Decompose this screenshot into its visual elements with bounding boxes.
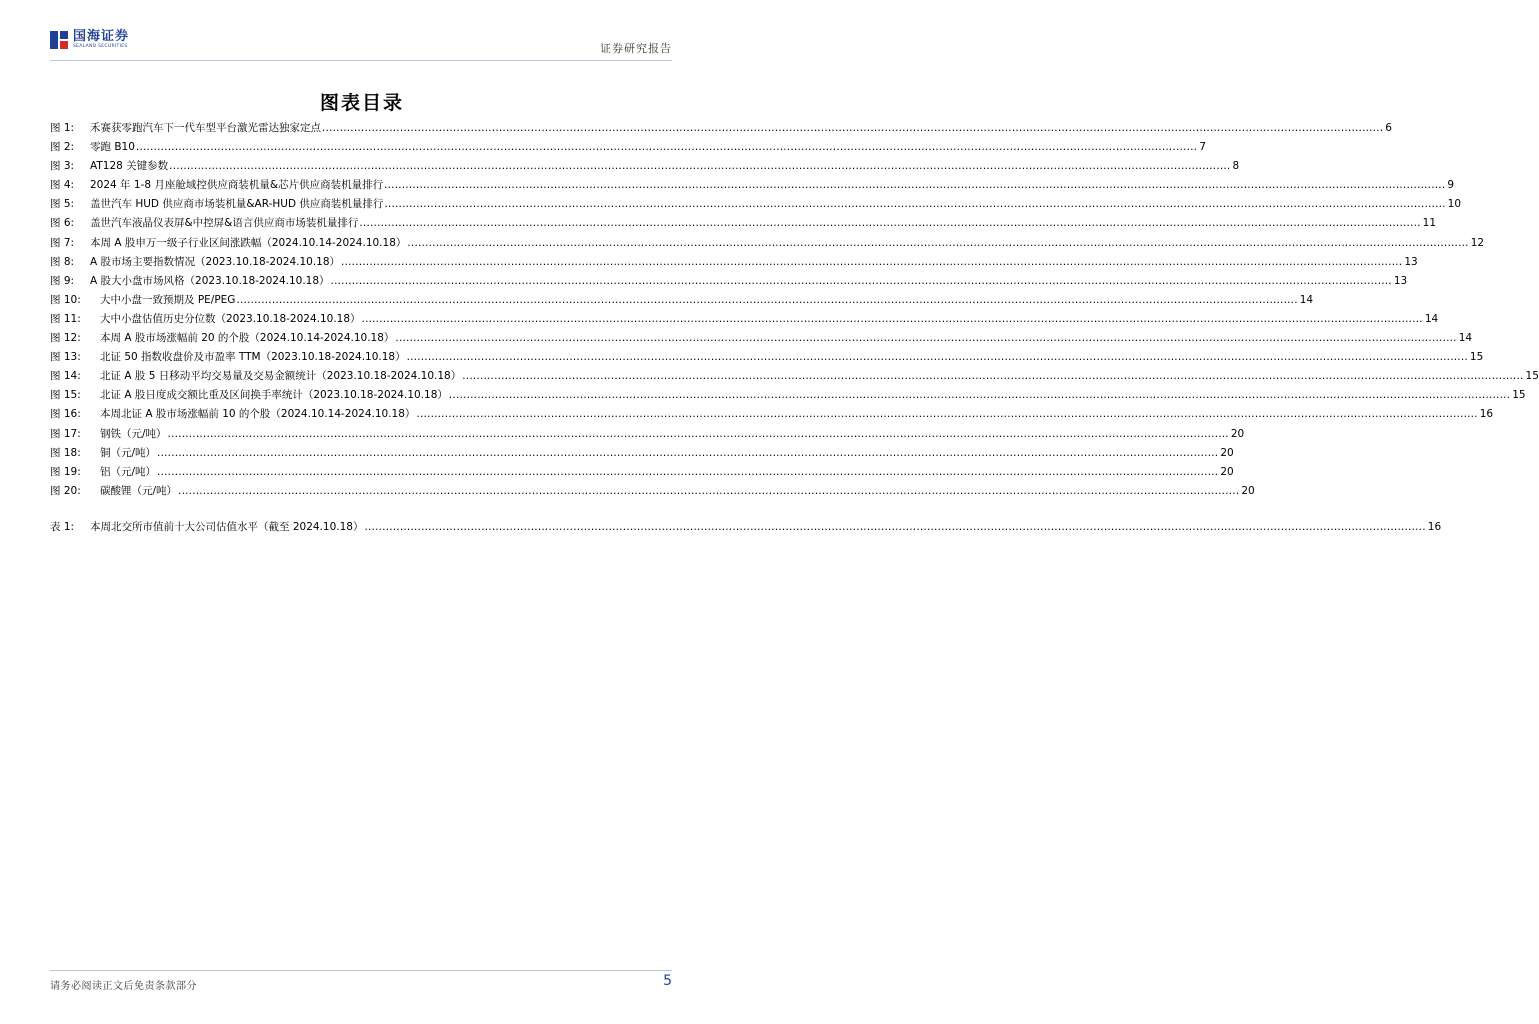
entry-title: 本周北交所市值前十大公司估值水平（截至 2024.10.18） xyxy=(90,521,364,533)
toc-figure-entry[interactable] xyxy=(50,464,1234,483)
entry-page: 20 xyxy=(1241,484,1255,497)
entry-title: 本周北证 A 股市场涨幅前 10 的个股（2024.10.14-2024.10.18） xyxy=(100,408,416,421)
leader-dots: ............................................................................................................................................................................................................................................................................................................ xyxy=(462,370,1524,383)
company-logo xyxy=(50,30,129,50)
entry-label: 图 1: xyxy=(50,122,75,134)
leader-dots: ............................................................................................................................................................................................................................................................................................................ xyxy=(407,236,1469,249)
entry-title: 盖世汽车 HUD 供应商市场装机量&AR-HUD 供应商装机量排行 xyxy=(90,198,384,211)
entry-title: 大中小盘一致预期及 PE/PEG xyxy=(100,293,236,306)
leader-dots: ............................................................................................................................................................................................................................................................................................................ xyxy=(135,141,1198,154)
toc-figure-entry[interactable] xyxy=(50,139,1206,158)
entry-page: 20 xyxy=(1220,465,1234,478)
entry-page: 6 xyxy=(1385,122,1392,134)
toc-table-entry[interactable] xyxy=(50,519,1442,538)
entry-page: 20 xyxy=(1230,427,1245,440)
entry-page: 9 xyxy=(1447,179,1455,192)
entry-label: 图 12: xyxy=(50,332,81,345)
entry-title: AT128 关键参数 xyxy=(90,160,169,173)
entry-title: 碳酸锂（元/吨） xyxy=(100,484,178,497)
entry-label: 图 14: xyxy=(50,370,81,383)
toc-figure-entry[interactable] xyxy=(50,387,1526,406)
toc-figure-entry[interactable] xyxy=(50,483,1255,502)
entry-page: 7 xyxy=(1199,141,1206,154)
toc-figure-entry[interactable] xyxy=(50,368,1539,387)
entry-label: 图 17: xyxy=(50,427,81,440)
leader-dots: ............................................................................................................................................................................................................................................................................................................ xyxy=(406,351,1468,364)
entry-title: 盖世汽车液晶仪表屏&中控屏&语言供应商市场装机量排行 xyxy=(90,217,359,230)
entry-label: 图 5: xyxy=(50,198,75,211)
entry-label: 图 16: xyxy=(50,408,81,421)
table-list xyxy=(50,519,1442,538)
entry-page: 12 xyxy=(1470,236,1485,249)
entry-page: 13 xyxy=(1393,274,1408,287)
entry-title: 本周 A 股市场涨幅前 20 的个股（2024.10.14-2024.10.18） xyxy=(100,332,395,345)
leader-dots: ............................................................................................................................................................................................................................................................................................................ xyxy=(384,198,1446,211)
entry-title: A 股市场主要指数情况（2023.10.18-2024.10.18） xyxy=(90,255,341,268)
entry-label: 图 7: xyxy=(50,236,75,249)
entry-page: 10 xyxy=(1447,198,1462,211)
entry-page: 14 xyxy=(1458,332,1473,345)
toc-figure-entry[interactable] xyxy=(50,445,1234,464)
entry-label: 图 2: xyxy=(50,141,75,154)
page-header xyxy=(50,28,672,61)
toc-figure-entry[interactable] xyxy=(50,349,1484,368)
logo-name-cn: 国海证券 xyxy=(73,29,130,44)
leader-dots: ............................................................................................................................................................................................................................................................................................................ xyxy=(448,389,1511,402)
toc-figure-entry[interactable] xyxy=(50,273,1408,292)
entry-page: 20 xyxy=(1220,446,1234,459)
leader-dots: ............................................................................................................................................................................................................................................................................................................ xyxy=(361,312,1423,325)
entry-page: 16 xyxy=(1427,521,1442,533)
entry-page: 15 xyxy=(1525,370,1539,383)
toc-figure-entry[interactable] xyxy=(50,330,1473,349)
toc-figure-entry[interactable] xyxy=(50,235,1485,254)
entry-label: 表 1: xyxy=(50,521,75,533)
logo-name-en: SEALAND SECURITIES xyxy=(73,44,128,49)
toc-figure-entry[interactable] xyxy=(50,311,1439,330)
report-type-label: 证券研究报告 xyxy=(600,42,672,55)
entry-page: 13 xyxy=(1404,255,1418,268)
entry-title: 钢铁（元/吨） xyxy=(100,427,167,440)
leader-dots: ............................................................................................................................................................................................................................................................................................................ xyxy=(178,484,1240,497)
entry-label: 图 8: xyxy=(50,255,75,268)
entry-page: 14 xyxy=(1299,293,1314,306)
entry-label: 图 4: xyxy=(50,179,75,192)
entry-title: 本周 A 股申万一级子行业区间涨跌幅（2024.10.14-2024.10.18） xyxy=(90,236,407,249)
entry-label: 图 15: xyxy=(50,389,81,402)
page-footer xyxy=(50,970,672,991)
leader-dots: ............................................................................................................................................................................................................................................................................................................ xyxy=(384,179,1446,192)
toc-figure-entry[interactable] xyxy=(50,120,1392,139)
entry-title: 铝（元/吨） xyxy=(100,465,157,478)
leader-dots: ............................................................................................................................................................................................................................................................................................................ xyxy=(167,427,1229,440)
leader-dots: ............................................................................................................................................................................................................................................................................................................ xyxy=(330,274,1392,287)
toc-figure-entry[interactable] xyxy=(50,215,1437,234)
toc-figure-entry[interactable] xyxy=(50,196,1462,215)
entry-title: 北证 50 指数收盘价及市盈率 TTM（2023.10.18-2024.10.18） xyxy=(100,351,406,364)
page-title: 图表目录 xyxy=(319,92,404,114)
leader-dots: ............................................................................................................................................................................................................................................................................................................ xyxy=(236,293,1298,306)
entry-label: 图 18: xyxy=(50,446,81,459)
entry-label: 图 13: xyxy=(50,351,81,364)
toc-figure-entry[interactable] xyxy=(50,406,1494,425)
toc-figure-entry[interactable] xyxy=(50,158,1240,177)
entry-label: 图 6: xyxy=(50,217,75,230)
leader-dots: ............................................................................................................................................................................................................................................................................................................ xyxy=(359,217,1421,230)
entry-title: A 股大小盘市场风格（2023.10.18-2024.10.18） xyxy=(90,274,330,287)
leader-dots: ............................................................................................................................................................................................................................................................................................................ xyxy=(364,521,1426,533)
logo-mark-icon xyxy=(50,31,68,49)
leader-dots: ............................................................................................................................................................................................................................................................................................................ xyxy=(416,408,1478,421)
leader-dots: ............................................................................................................................................................................................................................................................................................................ xyxy=(341,255,1403,268)
entry-page: 15 xyxy=(1512,389,1526,402)
toc-figure-entry[interactable] xyxy=(50,177,1455,196)
leader-dots: ............................................................................................................................................................................................................................................................................................................ xyxy=(157,465,1219,478)
entry-title: 禾赛获零跑汽车下一代车型平台激光雷达独家定点 xyxy=(90,122,321,134)
toc-figure-entry[interactable] xyxy=(50,254,1418,273)
leader-dots: ............................................................................................................................................................................................................................................................................................................ xyxy=(395,332,1457,345)
entry-title: 零跑 B10 xyxy=(90,141,135,154)
entry-title: 2024 年 1-8 月座舱域控供应商装机量&芯片供应商装机量排行 xyxy=(90,179,384,192)
leader-dots: ............................................................................................................................................................................................................................................................................................................ xyxy=(322,122,1384,134)
entry-label: 图 19: xyxy=(50,465,81,478)
leader-dots: ............................................................................................................................................................................................................................................................................................................ xyxy=(157,446,1219,459)
entry-page: 16 xyxy=(1479,408,1494,421)
entry-label: 图 20: xyxy=(50,484,81,497)
entry-label: 图 11: xyxy=(50,312,81,325)
entry-title: 北证 A 股日度成交额比重及区间换手率统计（2023.10.18-2024.10.18） xyxy=(100,389,448,402)
entry-page: 11 xyxy=(1422,217,1437,230)
entry-label: 图 9: xyxy=(50,274,75,287)
entry-title: 北证 A 股 5 日移动平均交易量及交易金额统计（2023.10.18-2024.10.18） xyxy=(100,370,462,383)
entry-title: 大中小盘估值历史分位数（2023.10.18-2024.10.18） xyxy=(100,312,361,325)
leader-dots: ............................................................................................................................................................................................................................................................................................................ xyxy=(169,160,1231,173)
disclaimer-text: 请务必阅读正文后免责条款部分 xyxy=(50,981,197,992)
entry-label: 图 3: xyxy=(50,160,75,173)
page-number: 5 xyxy=(663,973,672,989)
toc-figure-entry[interactable] xyxy=(50,292,1314,311)
entry-page: 15 xyxy=(1469,351,1484,364)
figure-list xyxy=(50,120,1539,502)
toc-figure-entry[interactable] xyxy=(50,426,1245,445)
entry-title: 铜（元/吨） xyxy=(100,446,157,459)
entry-page: 14 xyxy=(1424,312,1439,325)
entry-label: 图 10: xyxy=(50,293,81,306)
entry-page: 8 xyxy=(1232,160,1240,173)
